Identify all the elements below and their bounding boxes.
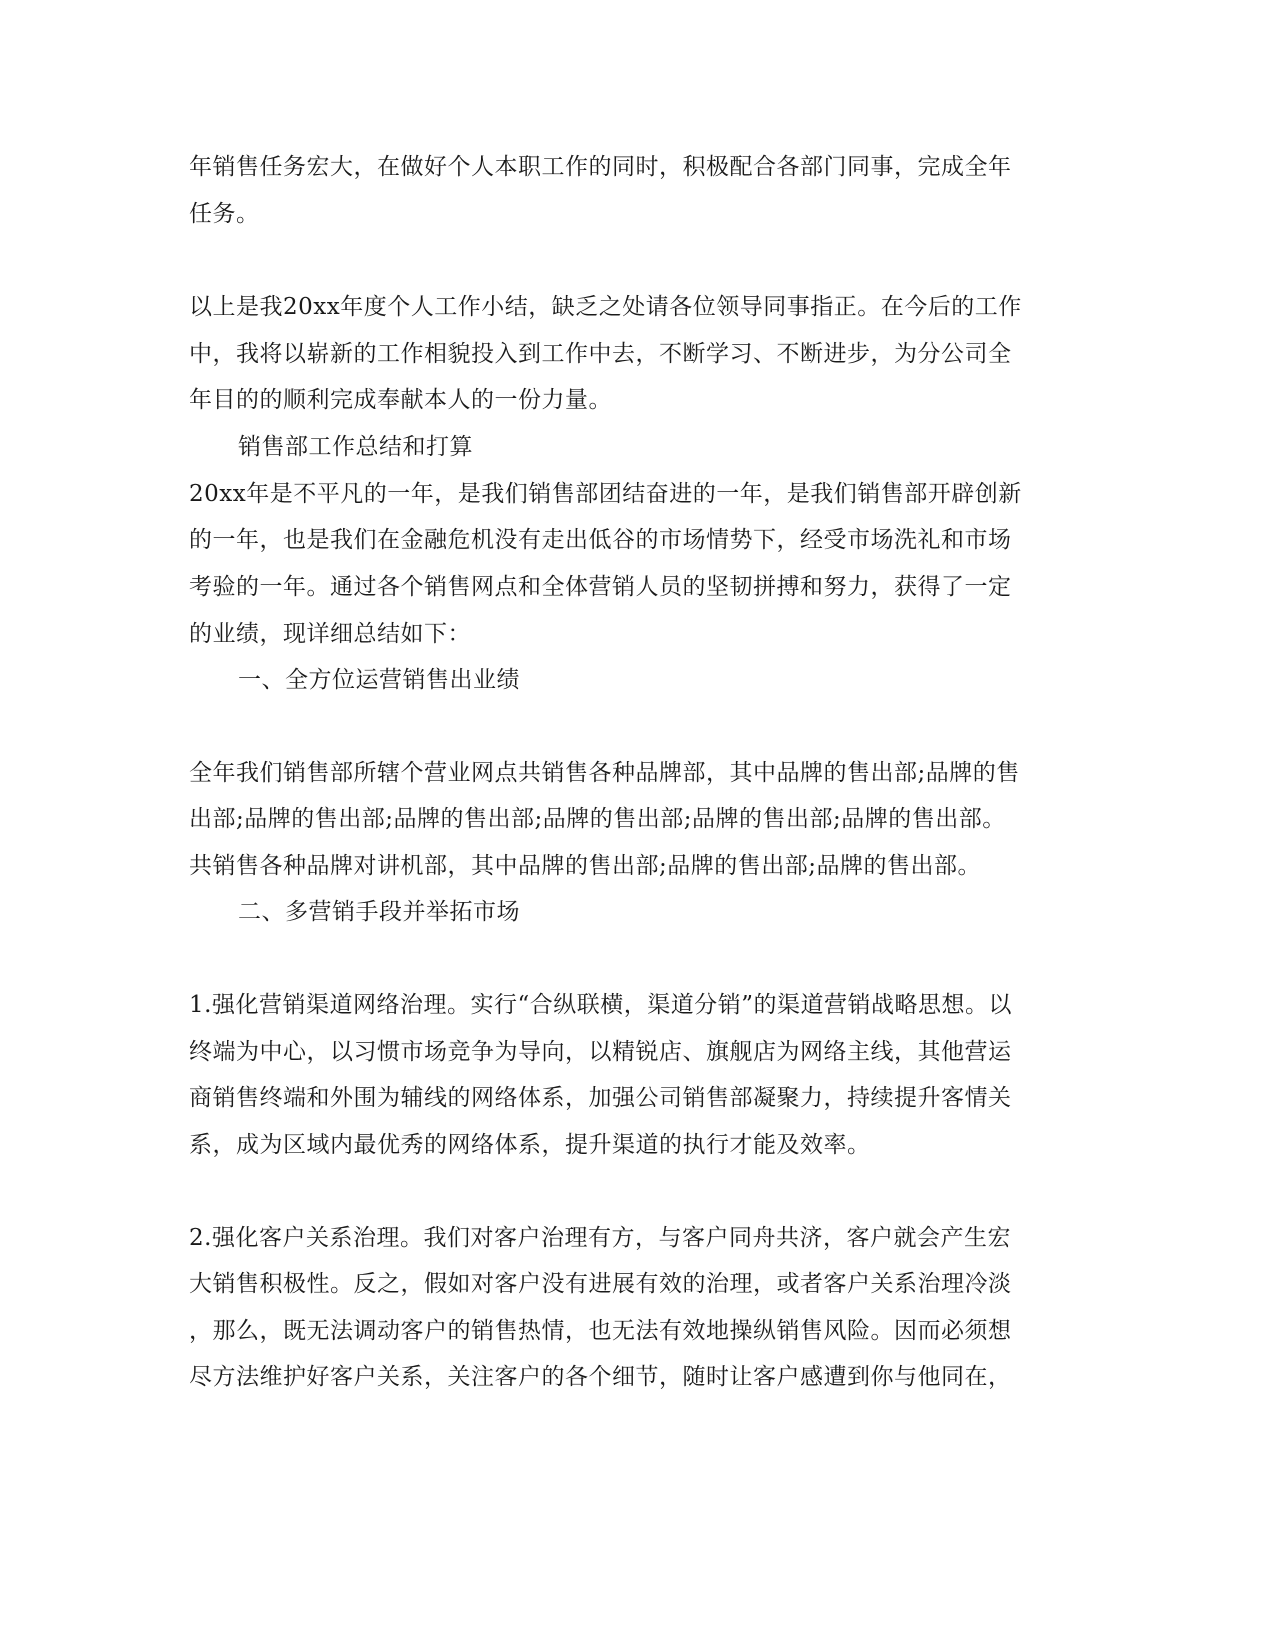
section-heading: 一、全方位运营销售出业绩 [238,667,520,693]
paragraph-line: 任务。 [189,201,260,227]
paragraph-line: 大销售积极性。反之，假如对客户没有进展有效的治理，或者客户关系治理冷淡 [189,1271,1012,1297]
section-heading: 二、多营销手段并举拓市场 [238,899,520,925]
paragraph-line: 共销售各种品牌对讲机部，其中品牌的售出部;品牌的售出部;品牌的售出部。 [189,853,981,879]
paragraph-line: 中，我将以崭新的工作相貌投入到工作中去，不断学习、不断进步，为分公司全 [189,341,1012,367]
paragraph-line: 出部;品牌的售出部;品牌的售出部;品牌的售出部;品牌的售出部;品牌的售出部。 [189,806,1006,832]
paragraph-line: 终端为中心，以习惯市场竞争为导向，以精锐店、旗舰店为网络主线，其他营运 [189,1039,1012,1065]
paragraph-line: 以上是我20xx年度个人工作小结，缺乏之处请各位领导同事指正。在今后的工作 [189,294,1022,320]
paragraph-line: 1.强化营销渠道网络治理。实行“合纵联横，渠道分销”的渠道营销战略思想。以 [189,992,1012,1018]
paragraph-line: 全年我们销售部所辖个营业网点共销售各种品牌部，其中品牌的售出部;品牌的售 [189,760,1020,786]
paragraph-line: 年目的的顺利完成奉献本人的一份力量。 [189,387,612,413]
paragraph-line: ，那么，既无法调动客户的销售热情，也无法有效地操纵销售风险。因而必须想 [189,1318,1012,1344]
paragraph-line: 的一年，也是我们在金融危机没有走出低谷的市场情势下，经受市场洗礼和市场 [189,527,1012,553]
paragraph-line: 20xx年是不平凡的一年，是我们销售部团结奋进的一年，是我们销售部开辟创新 [189,481,1022,507]
paragraph-line: 商销售终端和外围为辅线的网络体系，加强公司销售部凝聚力，持续提升客情关 [189,1085,1012,1111]
paragraph-line: 年销售任务宏大，在做好个人本职工作的同时，积极配合各部门同事，完成全年 [189,154,1012,180]
paragraph-line: 考验的一年。通过各个销售网点和全体营销人员的坚韧拼搏和努力，获得了一定 [189,574,1012,600]
paragraph-line: 系，成为区域内最优秀的网络体系，提升渠道的执行才能及效率。 [189,1132,871,1158]
paragraph-line: 尽方法维护好客户关系，关注客户的各个细节，随时让客户感遭到你与他同在， [189,1364,1012,1390]
paragraph-line: 的业绩，现详细总结如下： [189,621,471,647]
paragraph-line: 2.强化客户关系治理。我们对客户治理有方，与客户同舟共济，客户就会产生宏 [189,1225,1011,1251]
section-heading: 销售部工作总结和打算 [238,434,473,460]
